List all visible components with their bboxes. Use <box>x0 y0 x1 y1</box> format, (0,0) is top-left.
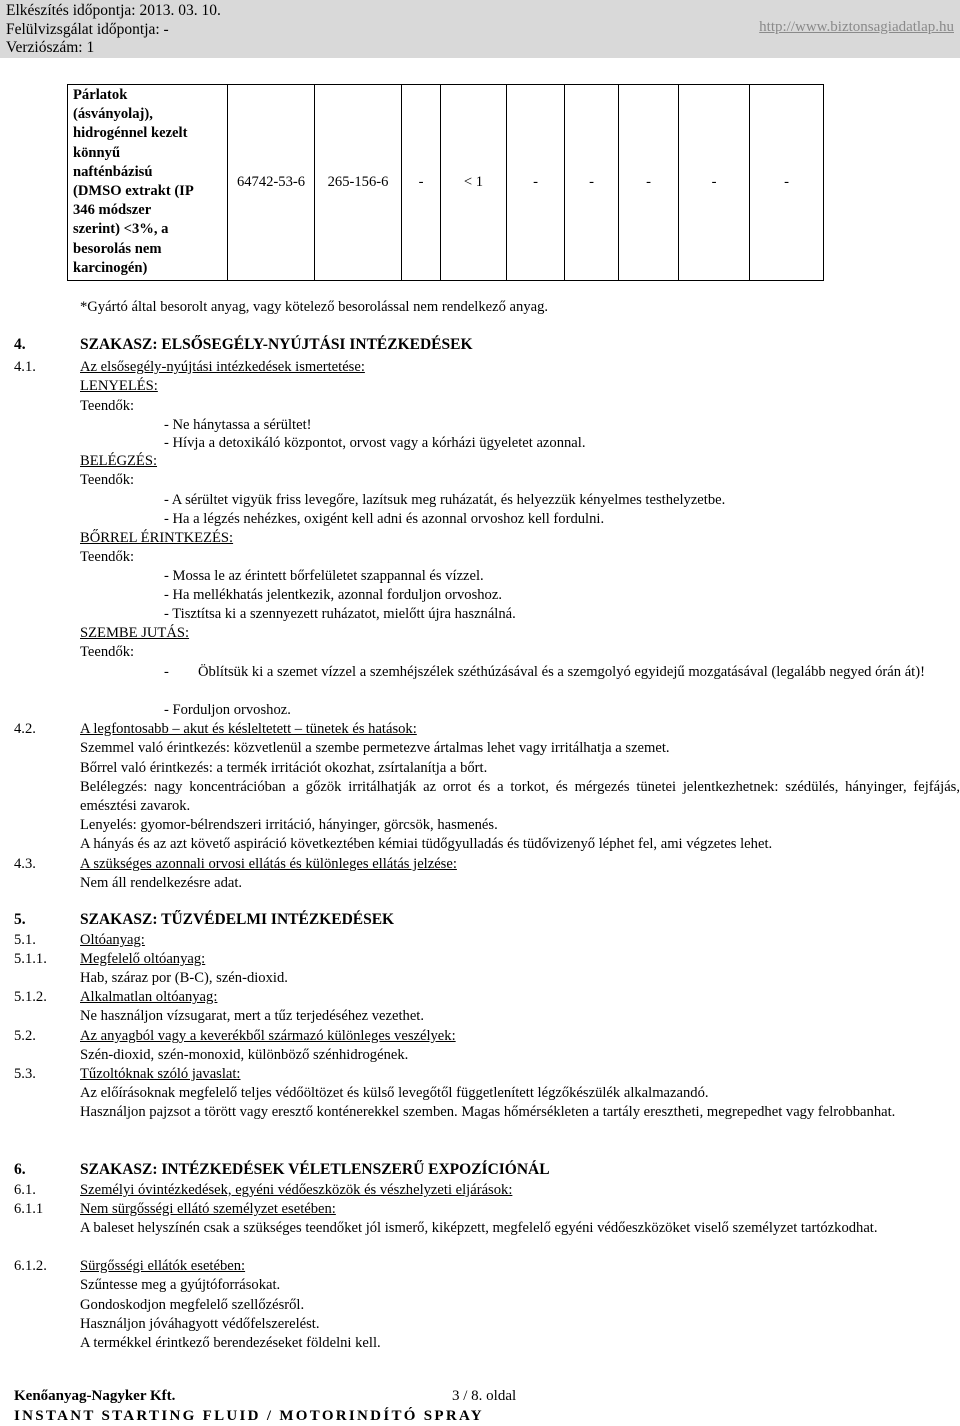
product-name: INSTANT STARTING FLUID / MOTORINDÍTÓ SPRAY <box>14 1408 484 1424</box>
paragraph: Ne használjon vízsugarat, mert a tűz terjedéséhez vezethet. <box>80 1008 425 1024</box>
subheading: BŐRREL ÉRINTKEZÉS: <box>80 530 234 546</box>
subsection-heading: A szükséges azonnali orvosi ellátás és különleges ellátás jelzése: <box>80 856 457 872</box>
section-title: SZAKASZ: INTÉZKEDÉSEK VÉLETLENSZERŰ EXPOZÍCIÓNÁL <box>80 1161 550 1178</box>
paragraph: A baleset helyszínén csak a szükséges teendőket jól ismerő, kiképzett, megfelelő egyéni védőeszközöket viselő személyzet tartózkodhat. <box>80 1220 878 1236</box>
paragraph: Lenyelés: gyomor-bélrendszeri irritáció, hányinger, görcsök, hasmenés. <box>80 817 498 833</box>
subheading: BELÉGZÉS: <box>80 453 158 469</box>
table-row <box>68 85 824 281</box>
paragraph: Szűntesse meg a gyújtóforrásokat. <box>80 1277 281 1293</box>
subheading: SZEMBE JUTÁS: <box>80 625 190 641</box>
subsection-number: 5.2. <box>14 1028 36 1044</box>
table-cell: - <box>565 85 619 281</box>
paragraph: Szén-dioxid, szén-monoxid, különböző szénhidrogének. <box>80 1047 409 1063</box>
paragraph: Használjon pajzsot a törött vagy eresztő konténerekkel szemben. Magas hőmérsékleten a tartály eresztheti, megrepedhet vagy felrobbanhat. <box>80 1104 896 1120</box>
list-item: - Forduljon orvoshoz. <box>164 702 291 718</box>
list-bullet: - <box>164 664 169 680</box>
subsection-heading: Nem sürgősségi ellátó személyzet esetében: <box>80 1201 336 1217</box>
subsection-heading: Személyi óvintézkedések, egyéni védőeszközök és vészhelyzeti eljárások: <box>80 1182 513 1198</box>
page-number: 3 / 8. oldal <box>452 1388 517 1404</box>
subsection-heading: Oltóanyag: <box>80 932 145 948</box>
paragraph: Használjon jóváhagyott védőfelszerelést. <box>80 1316 320 1332</box>
list-item: - Mossa le az érintett bőrfelületet szappannal és vízzel. <box>164 568 484 584</box>
section-title: SZAKASZ: TŰZVÉDELMI INTÉZKEDÉSEK <box>80 911 395 928</box>
list-item: - Ne hánytassa a sérültet! <box>164 417 312 433</box>
ec-number: 265-156-6 <box>315 85 402 281</box>
subsection-heading: Tűzoltóknak szóló javaslat: <box>80 1066 241 1082</box>
version-number: Verziószám: 1 <box>6 39 95 56</box>
subsection-number: 5.1.1. <box>14 951 47 967</box>
paragraph: Szemmel való érintkezés: közvetlenül a szembe permetezve ártalmas lehet vagy irritálhatja a szemet. <box>80 740 670 756</box>
subsection-heading: Megfelelő oltóanyag: <box>80 951 206 967</box>
paragraph: Nem áll rendelkezésre adat. <box>80 875 243 891</box>
company-name: Kenőanyag-Nagyker Kft. <box>14 1388 176 1404</box>
subsection-heading: Az anyagból vagy a keverékből származó különleges veszélyek: <box>80 1028 456 1044</box>
paragraph: Hab, száraz por (B-C), szén-dioxid. <box>80 970 288 986</box>
list-item: - Ha mellékhatás jelentkezik, azonnal forduljon orvoshoz. <box>164 587 502 603</box>
label: Teendők: <box>80 644 135 660</box>
subsection-heading: Sürgősségi ellátók esetében: <box>80 1258 246 1274</box>
revision-date: Felülvizsgálat időpontja: - <box>6 20 169 38</box>
table-cell: - <box>507 85 565 281</box>
subsection-number: 6.1.1 <box>14 1201 44 1217</box>
label: Teendők: <box>80 398 135 414</box>
subsection-number: 5.1. <box>14 932 36 948</box>
table-cell: - <box>619 85 679 281</box>
header-info <box>6 2 221 58</box>
subsection-heading: A legfontosabb – akut és késleltetett – tünetek és hatások: <box>80 721 417 737</box>
paragraph: Az előírásoknak megfelelő teljes védőöltözet és külső levegőtől függetlenített légzőkészülék alkalmazandó. <box>80 1085 709 1101</box>
section-number: 4. <box>14 336 26 353</box>
subsection-number: 6.1. <box>14 1182 36 1198</box>
label: Teendők: <box>80 549 135 565</box>
list-item: - Ha a légzés nehézkes, oxigént kell adni és azonnal orvoshoz kell fordulni. <box>164 511 605 527</box>
list-item: - A sérültet vigyük friss levegőre, lazítsuk meg ruházatát, és helyezzük kényelmes testhelyzetbe. <box>164 492 726 508</box>
website-link[interactable]: http://www.biztonsagiadatlap.hu <box>759 19 954 35</box>
creation-date: Elkészítés időpontja: 2013. 03. 10. <box>6 2 221 19</box>
paragraph: A hányás és az azt követő aspiráció következtében kémiai tüdőgyulladás és tüdővizenyő léphet fel, ami végzetes lehet. <box>80 836 773 852</box>
subsection-heading: Az elsősegély-nyújtási intézkedések ismertetése: <box>80 359 365 375</box>
section-number: 6. <box>14 1161 26 1178</box>
label: Teendők: <box>80 472 135 488</box>
component-table <box>67 84 824 281</box>
paragraph: Belélegzés: nagy koncentrációban a gőzök irritálhatják az orrot és a torkot, és mérgezés tünetei jelentkezhetnek: szédülés, hányinger, fejfájás, emésztési zavarok. <box>80 779 960 814</box>
subsection-number: 6.1.2. <box>14 1258 47 1274</box>
list-item: Öblítsük ki a szemet vízzel a szemhéjszélek széthúzásával és a szemgolyó egyidejű mozgatásával (legalább negyed órán át)! <box>198 664 925 680</box>
section-title: SZAKASZ: ELSŐSEGÉLY-NYÚJTÁSI INTÉZKEDÉSEK <box>80 336 473 353</box>
footnote: *Gyártó által besorolt anyag, vagy kötelező besorolással nem rendelkező anyag. <box>80 299 549 315</box>
subsection-number: 4.2. <box>14 721 36 737</box>
concentration: < 1 <box>441 85 507 281</box>
table-cell: - <box>402 85 441 281</box>
paragraph: Bőrrel való érintkezés: a termék irritációt okozhat, zsírtalanítja a bőrt. <box>80 760 488 776</box>
document-header <box>0 0 960 58</box>
table-cell: - <box>679 85 750 281</box>
list-item: - Tisztítsa ki a szennyezett ruházatot, mielőtt újra használná. <box>164 606 516 622</box>
cas-number: 64742-53-6 <box>228 85 315 281</box>
subsection-heading: Alkalmatlan oltóanyag: <box>80 989 218 1005</box>
subsection-number: 4.3. <box>14 856 36 872</box>
paragraph: Gondoskodjon megfelelő szellőzésről. <box>80 1297 305 1313</box>
component-name: Párlatok (ásványolaj), hidrogénnel kezelt könnyű nafténbázisú (DMSO extrakt (IP 346 módszer szerint) <3%, a besorolás nem karcinogén) <box>68 85 228 281</box>
subsection-number: 4.1. <box>14 359 36 375</box>
subheading: LENYELÉS: <box>80 378 158 394</box>
list-item: - Hívja a detoxikáló központot, orvost vagy a kórházi ügyeletet azonnal. <box>164 435 586 451</box>
section-number: 5. <box>14 911 26 928</box>
table-cell: - <box>750 85 824 281</box>
paragraph: A termékkel érintkező berendezéseket földelni kell. <box>80 1335 381 1351</box>
subsection-number: 5.3. <box>14 1066 36 1082</box>
subsection-number: 5.1.2. <box>14 989 47 1005</box>
